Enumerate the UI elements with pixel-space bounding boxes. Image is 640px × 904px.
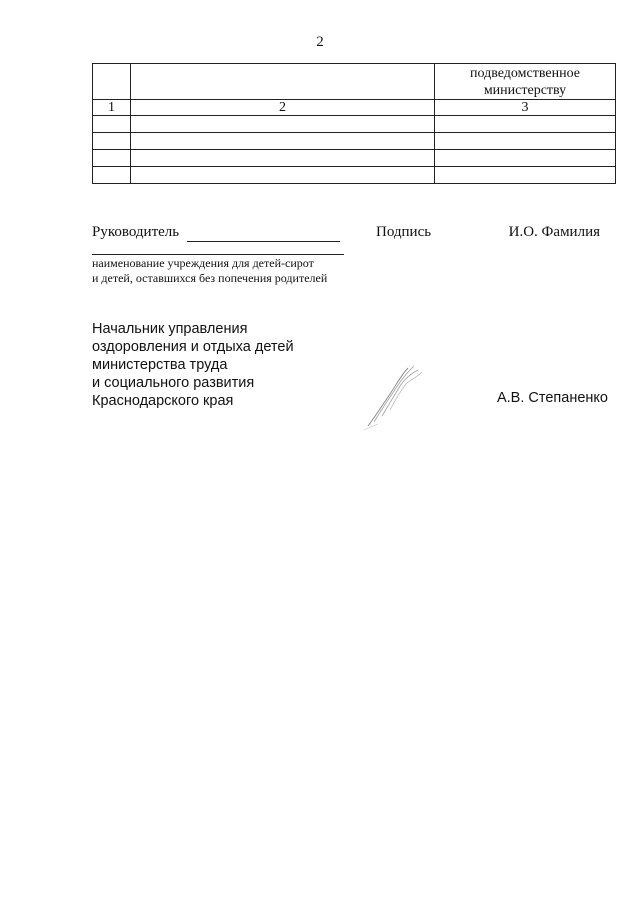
table-cell	[131, 116, 435, 133]
table-row	[93, 150, 616, 167]
table-cell	[93, 133, 131, 150]
table-row	[93, 133, 616, 150]
table-header-cell-3: подведомственное министерству	[435, 64, 616, 100]
handwritten-signature	[360, 360, 440, 432]
chief-title-block	[92, 320, 352, 410]
manager-signature-row	[92, 224, 600, 244]
institution-name-underline	[92, 254, 344, 255]
column-number-2: 2	[131, 100, 435, 116]
chief-title-line: министерства труда	[92, 357, 228, 373]
manager-label: Руководитель	[92, 224, 180, 240]
table-cell	[131, 133, 435, 150]
table-header-cell-2	[131, 64, 435, 100]
table-header-cell-1	[93, 64, 131, 100]
table-cell	[93, 150, 131, 167]
chief-title-line: Краснодарского края	[92, 393, 234, 409]
table-row	[93, 167, 616, 184]
chief-title-line: оздоровления и отдыха детей	[92, 339, 294, 355]
fio-label: И.О. Фамилия	[508, 224, 600, 240]
table-cell	[435, 167, 616, 184]
table-cell	[93, 167, 131, 184]
table-cell	[131, 167, 435, 184]
chief-title-line: и социального развития	[92, 375, 255, 391]
table-cell	[435, 133, 616, 150]
signature-label: Подпись	[376, 224, 432, 240]
institution-caption-line: наименование учреждения для детей-сирот	[92, 256, 314, 270]
table-header-row	[93, 64, 616, 100]
column-number-3: 3	[435, 100, 616, 116]
column-number-1: 1	[93, 100, 131, 116]
table-cell	[93, 116, 131, 133]
manager-signature-underline	[187, 241, 340, 242]
chief-title-line: Начальник управления	[92, 321, 248, 337]
page-number: 2	[316, 34, 324, 50]
table-cell	[131, 150, 435, 167]
table-cell	[435, 116, 616, 133]
institution-caption-line: и детей, оставшихся без попечения родителей	[92, 271, 328, 285]
table-cell	[435, 150, 616, 167]
chief-name: А.В. Степаненко	[496, 390, 608, 406]
table-row	[93, 116, 616, 133]
form-table	[92, 63, 616, 184]
institution-caption	[92, 256, 362, 286]
table-column-numbers-row	[93, 100, 616, 116]
